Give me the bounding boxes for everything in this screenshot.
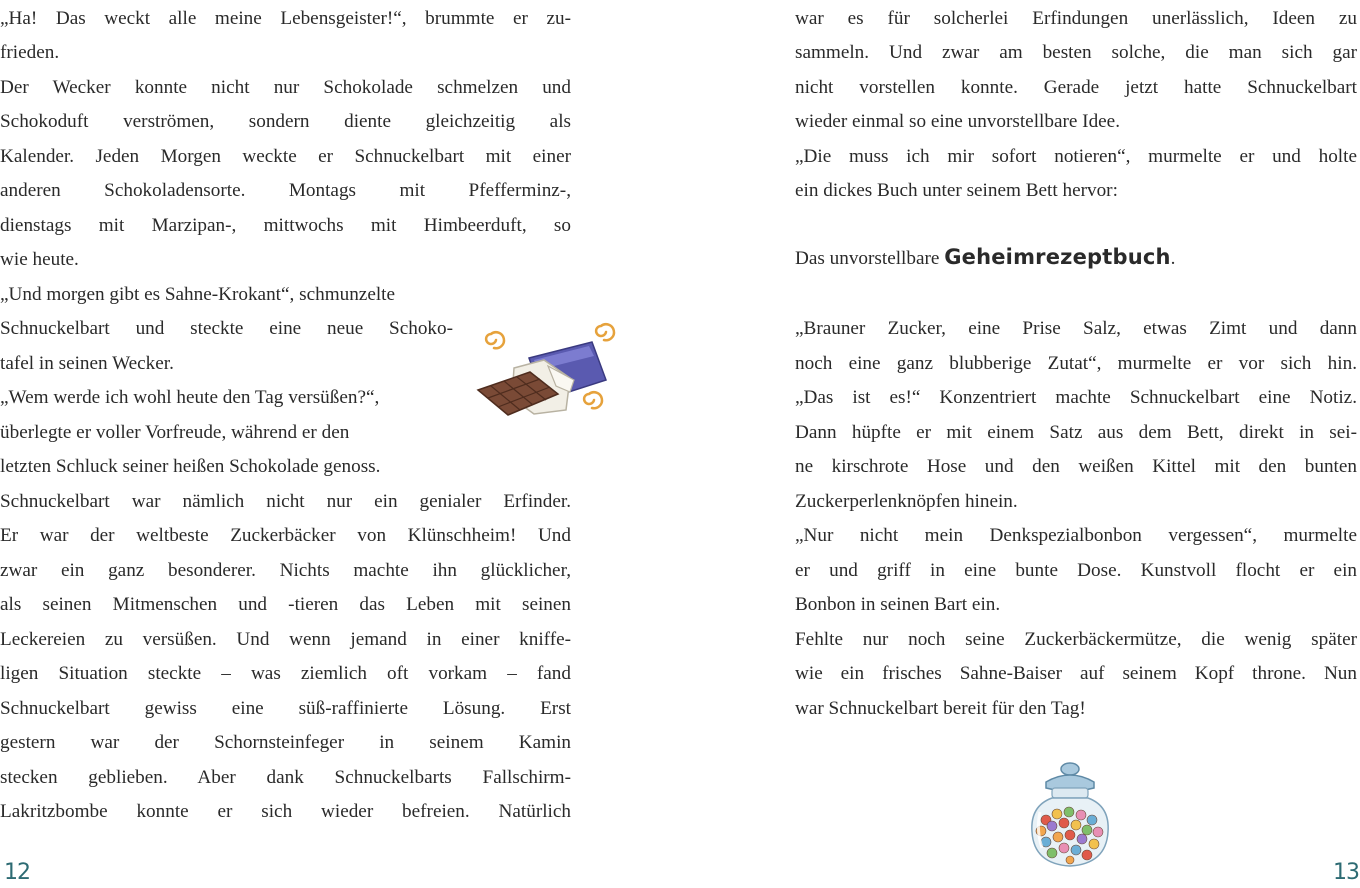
right-line-11: ne kirschrote Hose und den weißen Kittel mit den bunten xyxy=(795,456,1357,477)
right-line-7: „Brauner Zucker, eine Prise Salz, etwas Zimt und dann xyxy=(795,318,1357,339)
left-line-9: „Und morgen gibt es Sahne-Krokant“, schmunzelte xyxy=(0,284,396,305)
left-line-4: Schokoduft verströmen, sondern diente gleichzeitig als xyxy=(0,111,571,132)
book-title: Geheimrezeptbuch xyxy=(944,245,1171,269)
left-line-17: zwar ein ganz besonderer. Nichts machte ihn glücklicher, xyxy=(0,560,571,581)
left-line-8: wie heute. xyxy=(0,249,79,270)
left-line-13: überlegte er voller Vorfreude, während er den xyxy=(0,422,350,443)
left-line-20: ligen Situation steckte – was ziemlich oft vorkam – fand xyxy=(0,663,571,684)
right-line-16: Fehlte nur noch seine Zuckerbäckermütze, die wenig später xyxy=(795,629,1357,650)
book-title-prefix: Das unvorstellbare xyxy=(795,248,940,269)
left-line-10: Schnuckelbart und steckte eine neue Schoko- xyxy=(0,318,453,339)
right-line-9: „Das ist es!“ Konzentriert machte Schnuckelbart eine Notiz. xyxy=(795,387,1357,408)
right-line-3: nicht vorstellen konnte. Gerade jetzt hatte Schnuckelbart xyxy=(795,77,1357,98)
page-number-left: 12 xyxy=(4,860,30,885)
left-line-24: Lakritzbombe konnte er sich wieder befreien. Natürlich xyxy=(0,801,571,822)
left-line-18: als seinen Mitmenschen und -tieren das Leben mit seinen xyxy=(0,594,571,615)
right-line-5: „Die muss ich mir sofort notieren“, murmelte er und holte xyxy=(795,146,1357,167)
left-line-21: Schnuckelbart gewiss eine süß-raffinierte Lösung. Erst xyxy=(0,698,571,719)
candy-jar-icon xyxy=(1024,760,1116,872)
left-line-6: anderen Schokoladensorte. Montags mit Pfefferminz-, xyxy=(0,180,571,201)
left-line-22: gestern war der Schornsteinfeger in seinem Kamin xyxy=(0,732,571,753)
right-line-14: er und griff in eine bunte Dose. Kunstvoll flocht er ein xyxy=(795,560,1357,581)
book-title-suffix: . xyxy=(1170,248,1176,269)
left-line-1: „Ha! Das weckt alle meine Lebensgeister!“, brummte er zu- xyxy=(0,8,571,29)
right-line-10: Dann hüpfte er mit einem Satz aus dem Bett, direkt in sei- xyxy=(795,422,1357,443)
right-line-15: Bonbon in seinen Bart ein. xyxy=(795,594,1001,615)
candy-jar-illustration xyxy=(1024,760,1116,872)
right-line-17: wie ein frisches Sahne-Baiser auf seinem Kopf throne. Nun xyxy=(795,663,1357,684)
left-line-2: frieden. xyxy=(0,42,60,63)
right-line-2: sammeln. Und zwar am besten solche, die man sich gar xyxy=(795,42,1357,63)
left-line-19: Leckereien zu versüßen. Und wenn jemand in einer kniffe- xyxy=(0,629,571,650)
right-line-18: war Schnuckelbart bereit für den Tag! xyxy=(795,698,1086,719)
left-line-14: letzten Schluck seiner heißen Schokolade genoss. xyxy=(0,456,381,477)
left-line-7: dienstags mit Marzipan-, mittwochs mit Himbeerduft, so xyxy=(0,215,571,236)
right-line-8: noch eine ganz blubberige Zutat“, murmelte er vor sich hin. xyxy=(795,353,1357,374)
left-line-12: „Wem werde ich wohl heute den Tag versüßen?“, xyxy=(0,387,380,408)
page-number-right: 13 xyxy=(1333,860,1359,885)
chocolate-bar-icon xyxy=(474,320,624,420)
left-line-5: Kalender. Jeden Morgen weckte er Schnuckelbart mit einer xyxy=(0,146,571,167)
right-line-4: wieder einmal so eine unvorstellbare Idee. xyxy=(795,111,1120,132)
right-line-1: war es für solcherlei Erfindungen unerlässlich, Ideen zu xyxy=(795,8,1357,29)
right-line-6: ein dickes Buch unter seinem Bett hervor: xyxy=(795,180,1118,201)
book-title-line xyxy=(795,240,1357,275)
left-line-15: Schnuckelbart war nämlich nicht nur ein genialer Erfinder. xyxy=(0,491,571,512)
right-line-13: „Nur nicht mein Denkspezialbonbon vergessen“, murmelte xyxy=(795,525,1357,546)
left-line-11: tafel in seinen Wecker. xyxy=(0,353,174,374)
left-line-23: stecken geblieben. Aber dank Schnuckelbarts Fallschirm- xyxy=(0,767,571,788)
chocolate-bar-illustration xyxy=(474,320,624,420)
left-line-3: Der Wecker konnte nicht nur Schokolade schmelzen und xyxy=(0,77,571,98)
left-line-16: Er war der weltbeste Zuckerbäcker von Klünschheim! Und xyxy=(0,525,571,546)
right-line-12: Zuckerperlenknöpfen hinein. xyxy=(795,491,1018,512)
